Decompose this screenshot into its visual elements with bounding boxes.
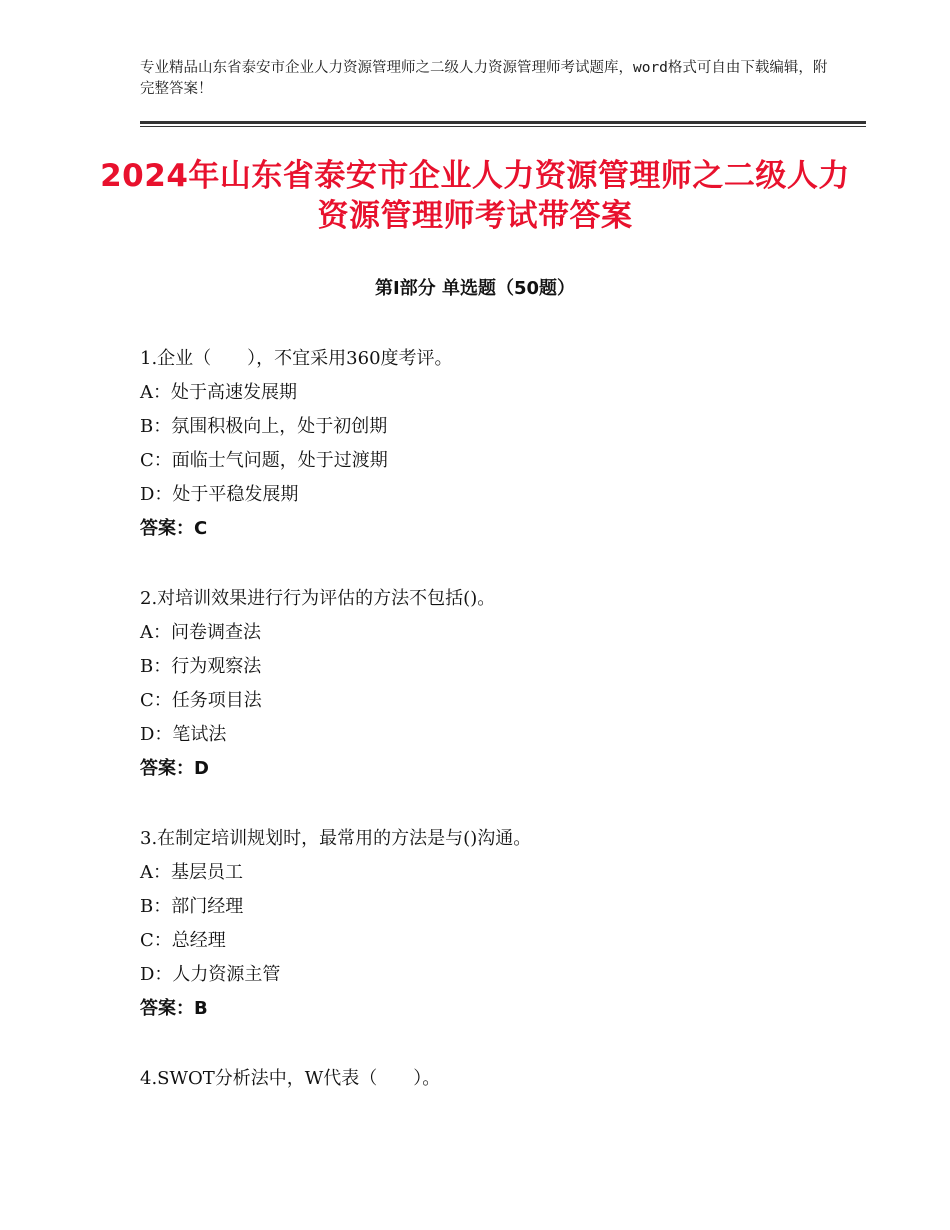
- option-d: D：处于平稳发展期: [140, 484, 299, 505]
- question-3: [140, 822, 860, 1026]
- header-note: 专业精品山东省泰安市企业人力资源管理师之二级人力资源管理师考试题库，word格式可自由下载编辑，附完整答案！: [140, 60, 828, 97]
- question-stem: 2.对培训效果进行行为评估的方法不包括()。: [140, 588, 496, 609]
- answer-label: 答案：B: [140, 998, 208, 1019]
- option-a: A：问卷调查法: [140, 622, 261, 643]
- option-b: B：部门经理: [140, 896, 244, 917]
- question-stem: 4.SWOT分析法中，W代表（ ）。: [140, 1068, 441, 1089]
- option-c: C：总经理: [140, 930, 226, 951]
- option-a: A：基层员工: [140, 862, 243, 883]
- option-c: C：面临士气问题，处于过渡期: [140, 450, 388, 471]
- header-divider-thin: [140, 126, 866, 127]
- question-stem: 1.企业（ ），不宜采用360度考评。: [140, 348, 453, 369]
- option-b: B：行为观察法: [140, 656, 262, 677]
- question-4: [140, 1062, 860, 1096]
- header-divider-thick: [140, 121, 866, 124]
- question-stem: 3.在制定培训规划时，最常用的方法是与()沟通。: [140, 828, 532, 849]
- option-c: C：任务项目法: [140, 690, 262, 711]
- option-d: D：笔试法: [140, 724, 227, 745]
- document-title: 2024年山东省泰安市企业人力资源管理师之二级人力资源管理师考试带答案: [100, 158, 850, 234]
- question-list: [140, 342, 860, 1132]
- answer-label: 答案：C: [140, 518, 208, 539]
- option-d: D：人力资源主管: [140, 964, 281, 985]
- section-title: 第Ⅰ部分 单选题（50题）: [374, 278, 575, 299]
- answer-label: 答案：D: [140, 758, 209, 779]
- question-2: [140, 582, 860, 786]
- question-1: [140, 342, 860, 546]
- option-b: B：氛围积极向上，处于初创期: [140, 416, 388, 437]
- option-a: A：处于高速发展期: [140, 382, 297, 403]
